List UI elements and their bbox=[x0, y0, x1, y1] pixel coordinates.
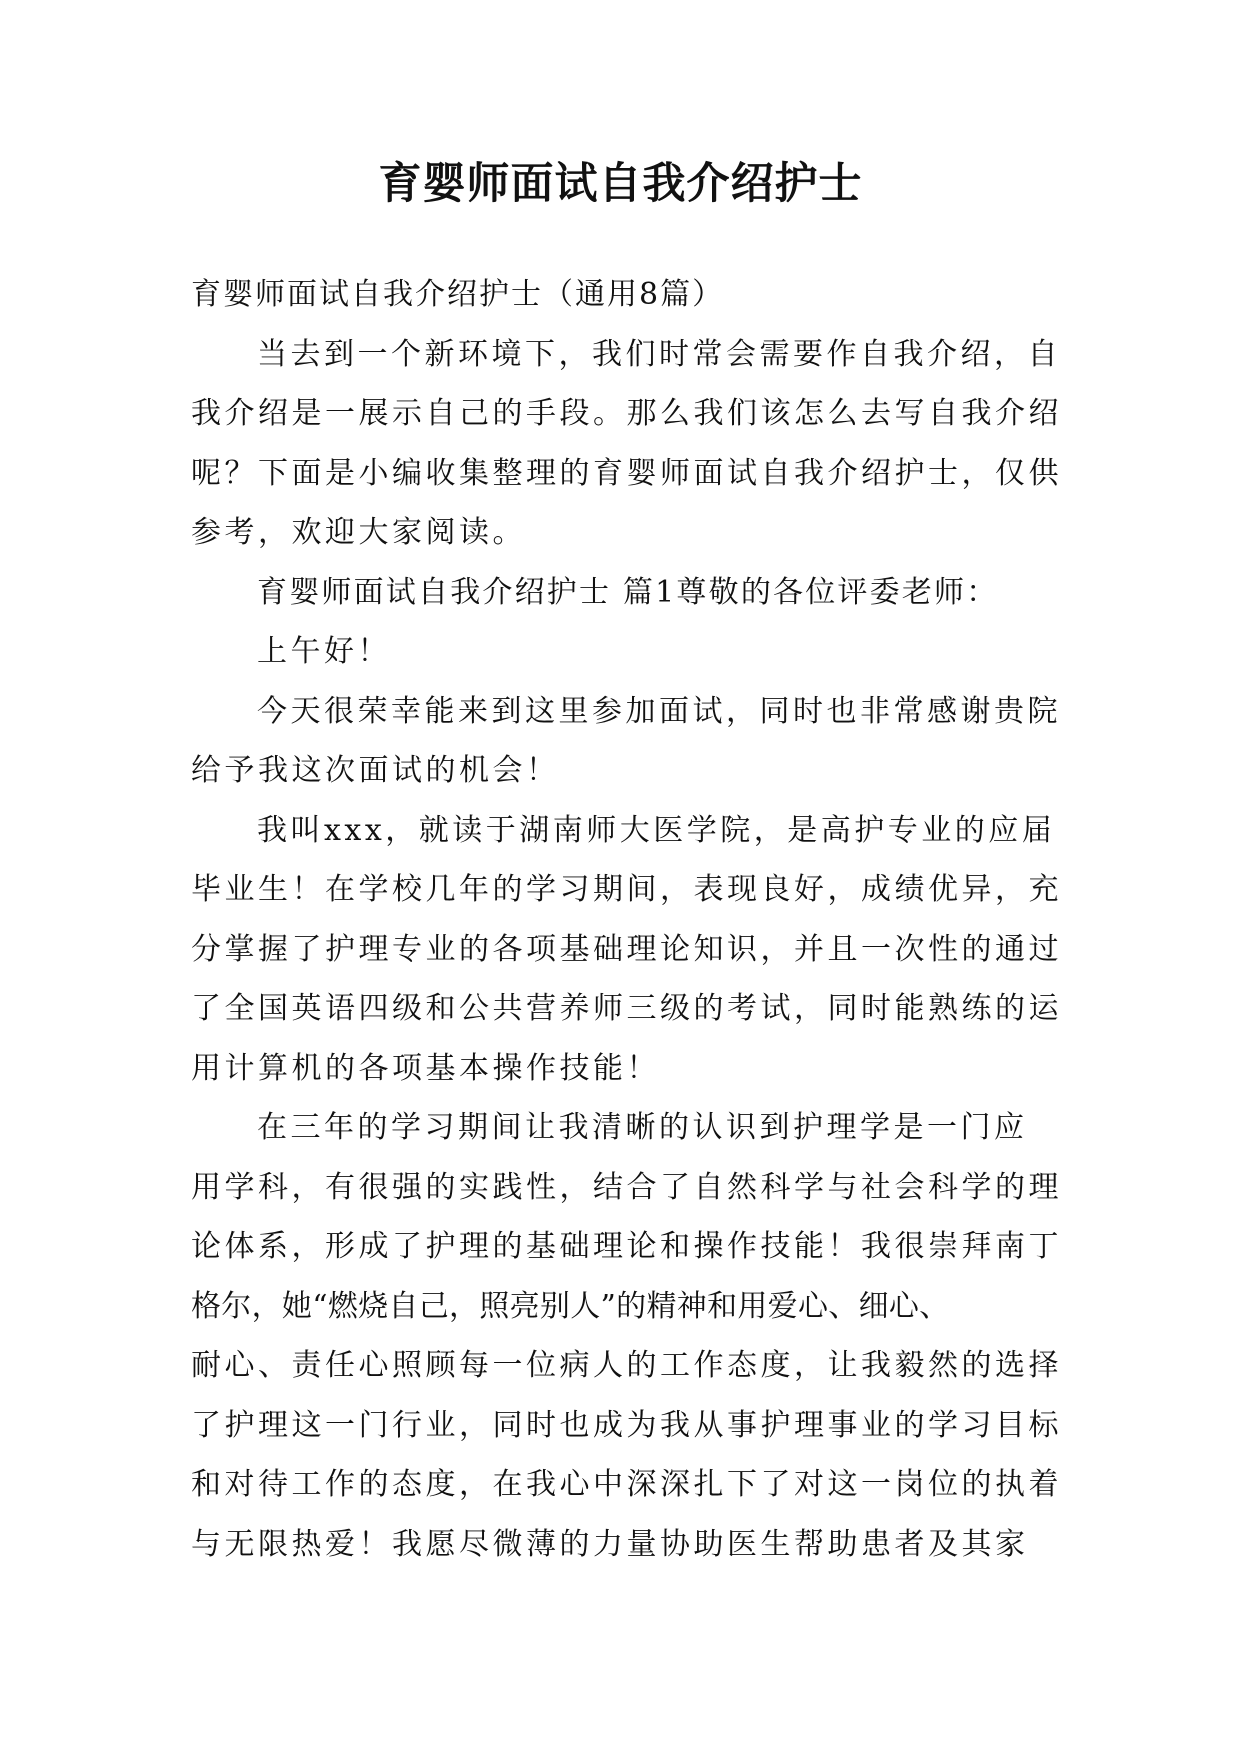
text-line: 参考，欢迎大家阅读。 bbox=[191, 515, 526, 550]
text-line: 耐心、责任心照顾每一位病人的工作态度，让我毅然的选择 bbox=[191, 1348, 1062, 1383]
text-line: 了全国英语四级和公共营养师三级的考试，同时能熟练的运 bbox=[191, 991, 1062, 1026]
text-line: 毕业生！在学校几年的学习期间，表现良好，成绩优异，充 bbox=[191, 872, 1062, 907]
text-line: 我介绍是一展示自己的手段。那么我们该怎么去写自我介绍 bbox=[191, 396, 1062, 431]
document-body bbox=[191, 265, 1063, 1574]
text-line: 格尔，她“燃烧自己，照亮别人”的精神和用爱心、细心、 bbox=[191, 1288, 950, 1324]
text-line: 呢？下面是小编收集整理的育婴师面试自我介绍护士，仅供 bbox=[191, 455, 1062, 491]
text-line: 论体系，形成了护理的基础理论和操作技能！我很崇拜南丁 bbox=[191, 1229, 1062, 1264]
text-line: 分掌握了护理专业的各项基础理论知识，并且一次性的通过 bbox=[191, 931, 1062, 967]
text-line: 我叫xxx，就读于湖南师大医学院，是高护专业的应届 bbox=[257, 812, 1056, 848]
text-line: 当去到一个新环境下，我们时常会需要作自我介绍，自 bbox=[257, 336, 1061, 372]
text-line: 给予我这次面试的机会！ bbox=[191, 753, 560, 788]
text-line: 今天很荣幸能来到这里参加面试，同时也非常感谢贵院 bbox=[257, 693, 1061, 729]
text-line: 上午好！ bbox=[257, 634, 391, 669]
document-subtitle: 育婴师面试自我介绍护士（通用8篇） bbox=[191, 277, 725, 312]
text-line: 与无限热爱！我愿尽微薄的力量协助医生帮助患者及其家 bbox=[191, 1526, 1029, 1562]
text-line: 在三年的学习期间让我清晰的认识到护理学是一门应 bbox=[257, 1110, 1028, 1145]
text-line: 和对待工作的态度，在我心中深深扎下了对这一岗位的执着 bbox=[191, 1467, 1062, 1502]
text-line: 用学科，有很强的实践性，结合了自然科学与社会科学的理 bbox=[191, 1169, 1062, 1205]
text-line: 用计算机的各项基本操作技能！ bbox=[191, 1050, 660, 1086]
section-heading-line: 育婴师面试自我介绍护士 篇1尊敬的各位评委老师： bbox=[257, 574, 999, 610]
document-title: 育婴师面试自我介绍护士 bbox=[378, 159, 863, 209]
text-line: 了护理这一门行业，同时也成为我从事护理事业的学习目标 bbox=[191, 1407, 1062, 1443]
